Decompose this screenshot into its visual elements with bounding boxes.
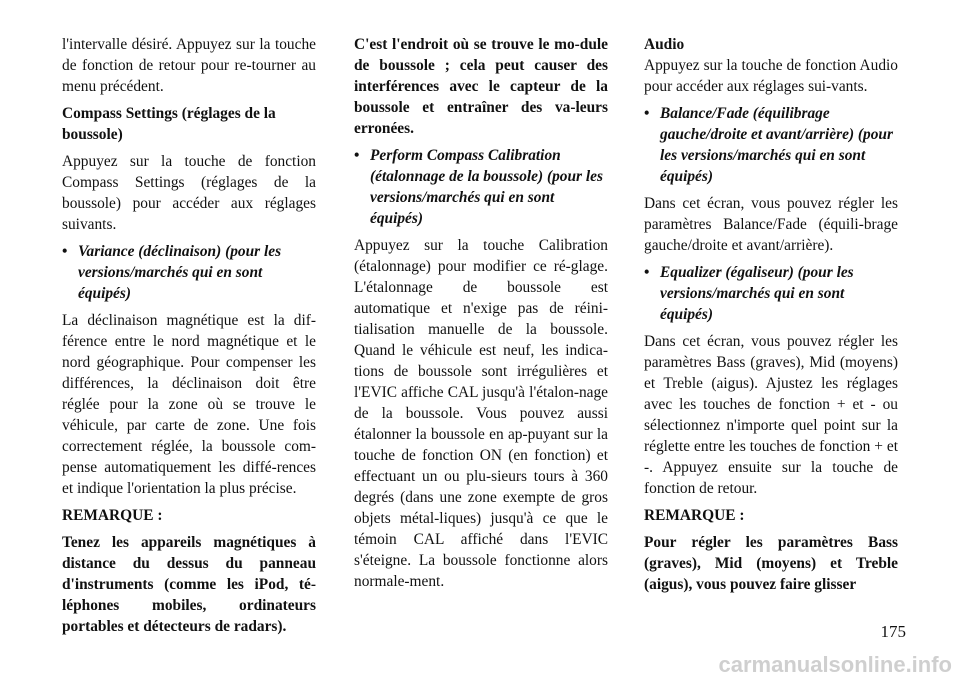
bullet-text: Balance/Fade (équilibrage gauche/droite et avant/arrière) (pour les versions/marchés qui en sont équipés) [660, 105, 893, 185]
note-label: REMARQUE : [62, 507, 163, 524]
paragraph: Appuyez sur la touche de fonction Compass Settings (réglages de la boussole) pour accéder aux réglages suivants. [62, 153, 316, 233]
paragraph: l'intervalle désiré. Appuyez sur la touche de fonction de retour pour re-tourner au menu précédent. [62, 36, 316, 95]
note-text: Pour régler les paramètres Bass (graves), Mid (moyens) et Treble (aigus), vous pouvez faire glisser [644, 534, 898, 593]
bullet-text: Perform Compass Calibration (étalonnage de la boussole) (pour les versions/marchés qui en sont équipés) [370, 147, 603, 227]
paragraph: Appuyez sur la touche de fonction Audio pour accéder aux réglages sui-vants. [644, 57, 898, 95]
note-text: Tenez les appareils magnétiques à distance du dessus du panneau d'instruments (comme les iPod, té-léphones mobiles, ordinateurs portables et détecteurs de radars). [62, 534, 316, 635]
page-number: 175 [880, 622, 906, 641]
bullet-icon: • [644, 264, 650, 281]
bullet-item-balance-fade [644, 103, 898, 187]
bullet-icon: • [644, 105, 650, 122]
note-label: REMARQUE : [644, 507, 745, 524]
bullet-icon: • [62, 243, 68, 260]
paragraph: La déclinaison magnétique est la dif-férence entre le nord magnétique et le nord géographique. Pour compenser les différences, la déclinaison doit être réglée pour la zone où se trouve le véhicule, par carte de zone. Une fois correctement réglée, la boussole com-pense automatiquement les diffé-rences et indique l'orientation la plus précise. [62, 312, 316, 497]
bullet-icon: • [354, 147, 360, 164]
section-heading-audio: Audio [644, 36, 685, 53]
bullet-text: Variance (déclinaison) (pour les versions/marchés qui en sont équipés) [78, 243, 282, 302]
column-middle [354, 34, 608, 598]
paragraph: Dans cet écran, vous pouvez régler les paramètres Balance/Fade (équili-brage gauche/droite et avant/arrière). [644, 195, 898, 254]
bullet-item-compass-calibration [354, 145, 608, 229]
column-right [644, 34, 898, 601]
bullet-item-variance [62, 241, 316, 304]
bullet-item-equalizer [644, 262, 898, 325]
paragraph: Dans cet écran, vous pouvez régler les paramètres Bass (graves), Mid (moyens) et Treble (aigus). Ajustez les réglages avec les touches de fonction + et - ou sélectionnez n'importe quel point sur la réglette entre les touches de fonction + et -. Appuyez ensuite sur la touche de fonction de retour. [644, 333, 898, 497]
bullet-text: Equalizer (égaliseur) (pour les versions/marchés qui en sont équipés) [660, 264, 854, 323]
note-text-continued: C'est l'endroit où se trouve le mo-dule de boussole ; cela peut causer des interférences avec le capteur de la boussole et entraîner des va-leurs erronées. [354, 36, 608, 137]
column-left [62, 34, 316, 643]
watermark: carmanualsonline.info [718, 652, 952, 677]
section-heading-compass-settings: Compass Settings (réglages de la boussole) [62, 105, 276, 143]
paragraph: Appuyez sur la touche Calibration (étalonnage) pour modifier ce ré-glage. L'étalonnage de boussole est automatique et n'exige pas de réini-tialisation manuelle de la boussole. Quand le véhicule est neuf, les indica-tions de boussole sont irrégulières et l'EVIC affiche CAL jusqu'à l'étalon-nage de la boussole. Vous pouvez aussi étalonner la boussole en ap-puyant sur la touche de fonction ON (en fonction) et effectuant un ou plu-sieurs tours à 360 degrés (dans une zone exempte de gros objets métal-liques) jusqu'à ce que le témoin CAL affiché dans l'EVIC s'éteigne. La boussole fonctionne alors normale-ment. [354, 237, 608, 590]
